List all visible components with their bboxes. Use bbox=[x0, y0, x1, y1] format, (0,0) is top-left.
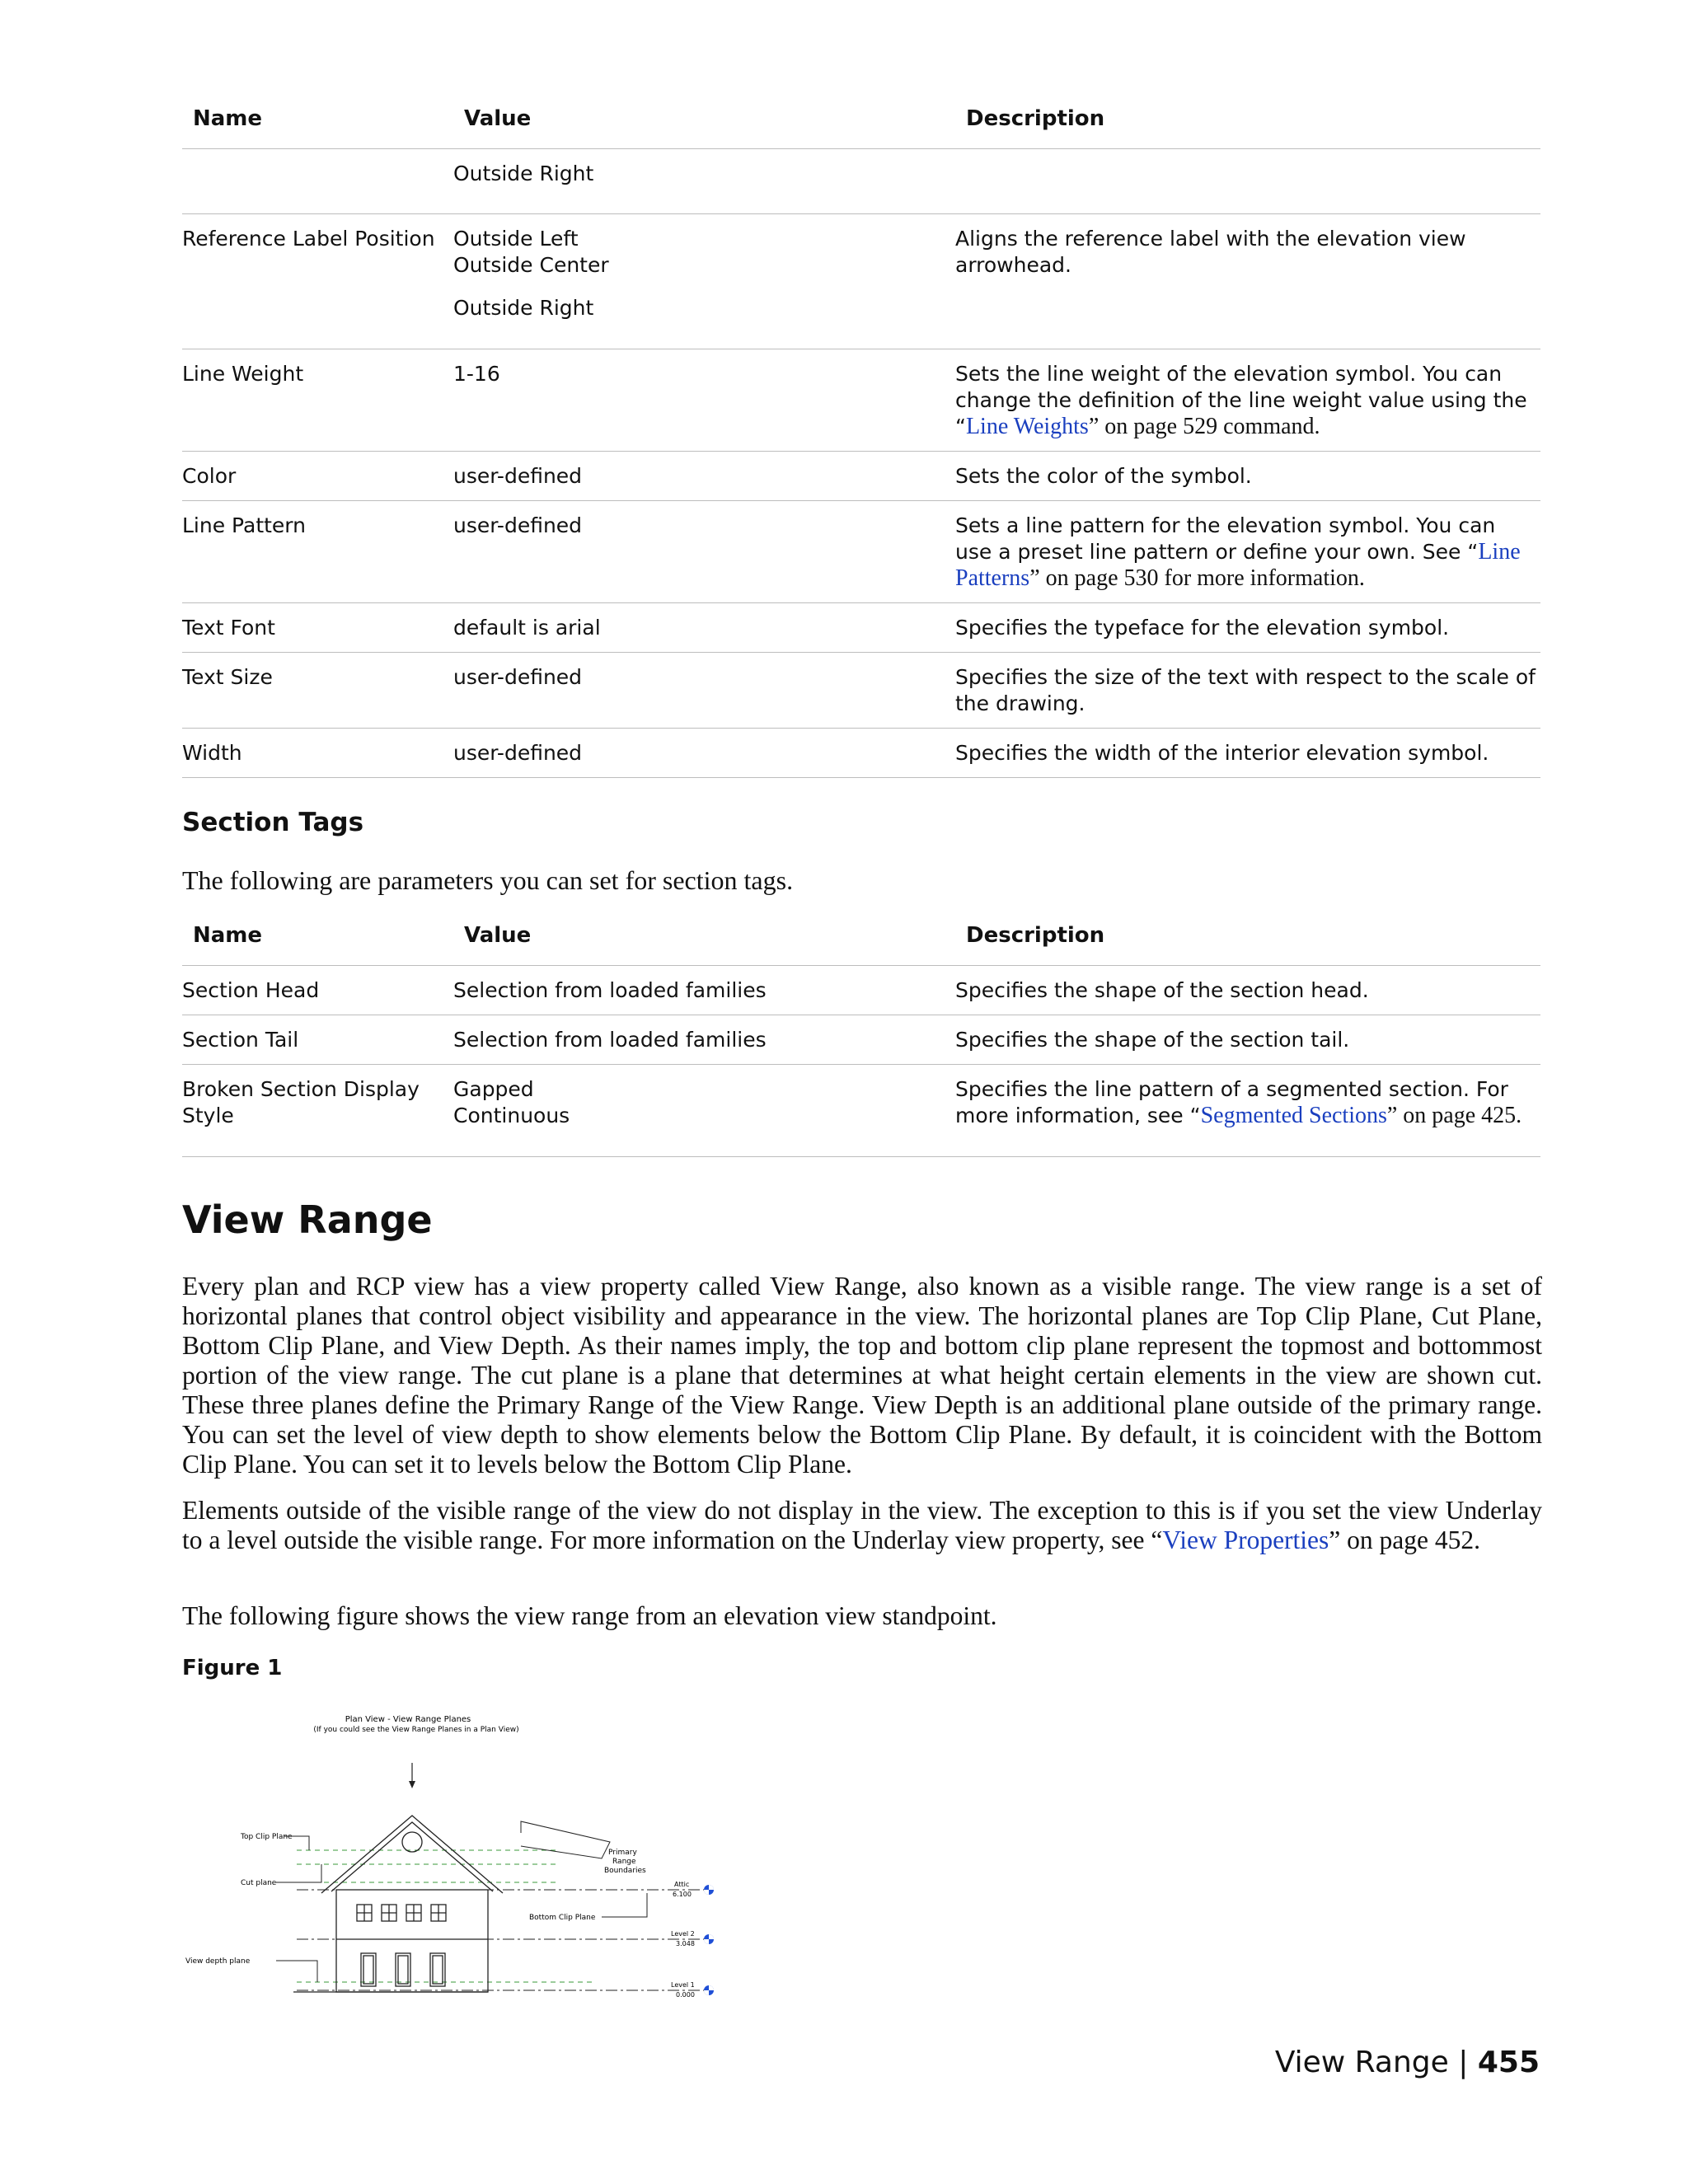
page-number: 455 bbox=[1477, 2046, 1540, 2079]
row-value: Outside Right bbox=[453, 162, 594, 185]
roof-outer bbox=[321, 1816, 503, 1893]
table-row bbox=[182, 603, 1540, 653]
plan-arrow-head bbox=[409, 1781, 415, 1788]
header-name: Name bbox=[193, 923, 263, 948]
table-row bbox=[182, 149, 1540, 214]
row-value bbox=[453, 226, 931, 321]
section-tags-heading: Section Tags bbox=[182, 808, 364, 837]
lower-doors bbox=[361, 1953, 445, 1986]
table-header bbox=[182, 97, 1540, 149]
header-value: Value bbox=[464, 923, 532, 948]
table-row bbox=[182, 214, 1540, 349]
value-line: Outside Right bbox=[453, 296, 594, 320]
row-description: Specifies the shape of the section head. bbox=[955, 978, 1369, 1002]
view-range-paragraph-3: The following figure shows the view range from an elevation view standpoint. bbox=[182, 1601, 997, 1630]
table-header bbox=[182, 914, 1540, 966]
figure-label: Figure 1 bbox=[182, 1656, 283, 1680]
view-properties-link[interactable]: View Properties bbox=[1162, 1526, 1329, 1554]
row-name: Text Size bbox=[182, 665, 273, 689]
row-value: default is arial bbox=[453, 616, 601, 640]
row-name: Section Head bbox=[182, 978, 320, 1002]
value-line: Gapped bbox=[453, 1077, 534, 1101]
primary-range-label-3: Boundaries bbox=[604, 1867, 646, 1875]
row-name: Text Font bbox=[182, 616, 275, 640]
row-value: Selection from loaded families bbox=[453, 1028, 767, 1052]
line-patterns-link[interactable]: Line Patterns bbox=[955, 539, 1521, 591]
bottom-clip-plane-label: Bottom Clip Plane bbox=[529, 1914, 596, 1922]
level-value: 0.000 bbox=[676, 1991, 695, 1999]
row-description: Sets the color of the symbol. bbox=[955, 464, 1252, 488]
table-row bbox=[182, 349, 1540, 452]
table-row bbox=[182, 966, 1540, 1015]
description-text: ” on page 425. bbox=[1386, 1103, 1522, 1128]
view-range-heading: View Range bbox=[182, 1197, 433, 1242]
description-text: Specifies the line pattern of a segmented section. For more information, see “ bbox=[955, 1077, 1508, 1127]
segmented-sections-link[interactable]: Segmented Sections bbox=[1200, 1103, 1387, 1128]
view-range-paragraph-2 bbox=[182, 1496, 1542, 1555]
row-value bbox=[453, 1076, 931, 1129]
row-description bbox=[955, 513, 1536, 592]
level-name: Level 1 bbox=[671, 1981, 695, 1989]
paragraph-text: Elements outside of the visible range of the view do not display in the view. The exception to this is if you set the view Underlay to a level outside the visible range. For more information on the Underlay view property, see “ bbox=[182, 1496, 1542, 1554]
value-line: Continuous bbox=[453, 1104, 570, 1127]
row-description: Specifies the size of the text with respect to the scale of the drawing. bbox=[955, 665, 1536, 715]
section-tags-intro: The following are parameters you can set for section tags. bbox=[182, 865, 794, 895]
name-line: Style bbox=[182, 1104, 234, 1127]
primary-range-label-1: Primary bbox=[608, 1849, 637, 1857]
bottom-clip-leader bbox=[602, 1893, 647, 1917]
name-line: Broken Section Display bbox=[182, 1077, 420, 1101]
row-name: Color bbox=[182, 464, 237, 488]
level-name: Level 2 bbox=[671, 1930, 695, 1938]
table-row bbox=[182, 653, 1540, 729]
value-line: Outside Left bbox=[453, 227, 579, 251]
row-value: user-defined bbox=[453, 665, 583, 689]
primary-range-callout bbox=[521, 1821, 610, 1858]
row-description bbox=[955, 1076, 1536, 1129]
view-range-figure bbox=[181, 1710, 725, 2015]
row-value: user-defined bbox=[453, 513, 583, 537]
paragraph-text: ” on page 452. bbox=[1329, 1526, 1480, 1554]
footer-title: View Range bbox=[1274, 2046, 1449, 2079]
section-tags-table bbox=[182, 914, 1540, 1157]
description-text: ” on page 529 command. bbox=[1088, 414, 1320, 439]
cut-plane-label: Cut plane bbox=[241, 1879, 277, 1887]
row-value: 1-16 bbox=[453, 362, 500, 386]
cut-plane-leader bbox=[276, 1864, 321, 1882]
value-line: Outside Center bbox=[453, 253, 609, 277]
table-row bbox=[182, 1015, 1540, 1065]
figure-title-line1: Plan View - View Range Planes bbox=[345, 1715, 471, 1724]
primary-range-label-2: Range bbox=[612, 1858, 636, 1866]
row-description: Specifies the shape of the section tail. bbox=[955, 1028, 1350, 1052]
line-weights-link[interactable]: Line Weights bbox=[965, 414, 1089, 439]
figure-title-line2: (If you could see the View Range Planes in a Plan View) bbox=[313, 1726, 519, 1734]
view-range-paragraph-1: Every plan and RCP view has a view property called View Range, also known as a visible range. The view range is a set of horizontal planes that control object visibility and appearance in the view. The horizontal planes are Top Clip Plane, Cut Plane, Bottom Clip Plane, and View Depth. As their names imply, the top and bottom clip plane represent the topmost and bottommost portion of the view range. The cut plane is a plane that determines at what height certain elements in the view are shown cut. These three planes define the Primary Range of the View Range. View Depth is an additional plane outside of the primary range. You can set the level of view depth to show elements below the Bottom Clip Plane. By default, it is coincident with the Bottom Clip Plane. You can set it to levels below the Bottom Clip Plane. bbox=[182, 1272, 1542, 1479]
description-text: ” on page 530 for more information. bbox=[1029, 565, 1365, 591]
row-name: Section Tail bbox=[182, 1028, 299, 1052]
level-name: Attic bbox=[674, 1881, 690, 1888]
row-description bbox=[955, 361, 1536, 440]
row-name: Line Pattern bbox=[182, 513, 306, 537]
header-description: Description bbox=[966, 106, 1105, 131]
level-value: 3.048 bbox=[676, 1940, 695, 1947]
table-row bbox=[182, 452, 1540, 501]
row-name: Reference Label Position bbox=[182, 227, 435, 251]
row-value: user-defined bbox=[453, 741, 583, 765]
view-depth-leader bbox=[276, 1961, 317, 1982]
attic-window bbox=[402, 1832, 422, 1852]
description-text: Sets the line weight of the elevation symbol. You can change the definition of the line weight value using the “ bbox=[955, 362, 1527, 438]
row-value: user-defined bbox=[453, 464, 583, 488]
row-description: Specifies the typeface for the elevation symbol. bbox=[955, 616, 1450, 640]
table-row bbox=[182, 501, 1540, 603]
row-description: Aligns the reference label with the elevation view arrowhead. bbox=[955, 227, 1466, 277]
row-description: Specifies the width of the interior elevation symbol. bbox=[955, 741, 1489, 765]
table-row bbox=[182, 729, 1540, 778]
level-value: 6.100 bbox=[673, 1891, 692, 1898]
header-value: Value bbox=[464, 106, 532, 131]
elevation-parameters-table bbox=[182, 97, 1540, 778]
row-name bbox=[182, 1076, 446, 1129]
row-value: Selection from loaded families bbox=[453, 978, 767, 1002]
view-depth-plane-label: View depth plane bbox=[185, 1957, 251, 1966]
description-text: Sets a line pattern for the elevation symbol. You can use a preset line pattern or define your own. See “ bbox=[955, 513, 1496, 564]
header-name: Name bbox=[193, 106, 263, 131]
top-clip-plane-label: Top Clip Plane bbox=[241, 1833, 293, 1841]
header-description: Description bbox=[966, 923, 1105, 948]
table-row bbox=[182, 1065, 1540, 1157]
upper-windows bbox=[357, 1905, 446, 1921]
row-name: Line Weight bbox=[182, 362, 304, 386]
page-footer bbox=[1275, 2046, 1540, 2079]
row-name: Width bbox=[182, 741, 242, 765]
footer-separator: | bbox=[1458, 2046, 1469, 2079]
